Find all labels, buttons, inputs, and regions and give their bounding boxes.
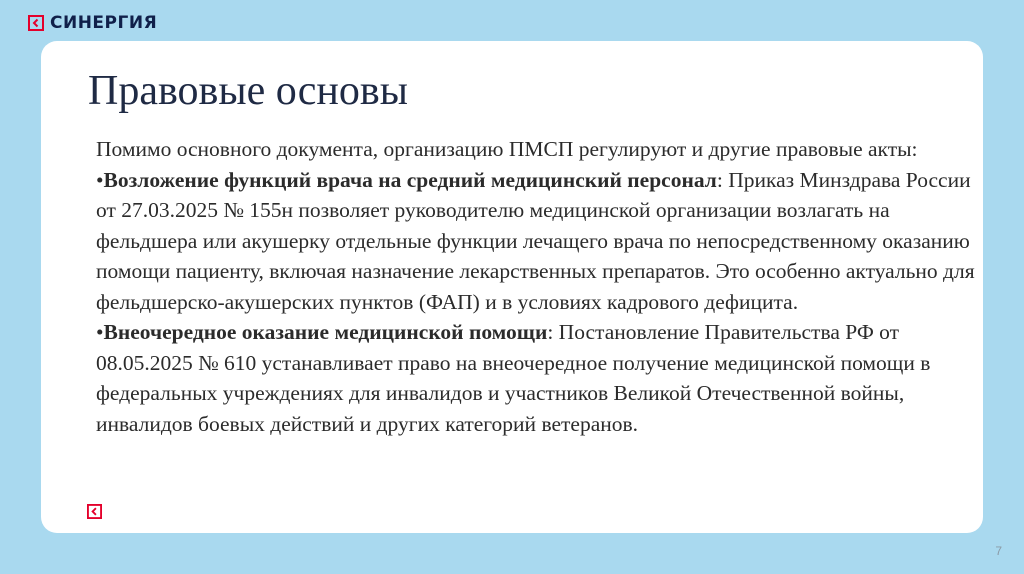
intro-paragraph: Помимо основного документа, организацию ПМСП регулируют и другие правовые акты: [96, 137, 918, 161]
synergy-logo-mark-icon [28, 15, 44, 31]
bullet-marker: • [96, 320, 104, 344]
slide-title: Правовые основы [88, 68, 408, 114]
page-number: 7 [995, 544, 1002, 558]
brand-name: СИНЕРГИЯ [50, 13, 158, 33]
synergy-small-mark-icon [87, 504, 102, 519]
bullet-item [96, 317, 976, 439]
bullet-heading: Внеочередное оказание медицинской помощи [103, 320, 548, 344]
brand-logo [28, 12, 157, 34]
bullet-item [96, 165, 976, 318]
bullet-heading: Возложение функций врача на средний медицинский персонал [103, 167, 717, 192]
slide-body [96, 134, 976, 439]
bullet-text: : Постановление Правительства РФ от 08.05.2025 № 610 устанавливает право на внеочередное получение медицинской помощи в федеральных учреждениях для инвалидов и участников Великой Отечественной войны, инвалидов боевых действий и других категорий ветеранов. [96, 320, 931, 436]
bullet-marker: • [96, 167, 104, 192]
bullet-text: : Приказ Минздрава России от 27.03.2025 № 155н позволяет руководителю медицинской организации возлагать на фельдшера или акушерку отдельные функции лечащего врача по непосредственному оказанию помощи пациенту, включая назначение лекарственных препаратов. Это особенно актуально для фельдшерско-акушерских пунктов (ФАП) и в условиях кадрового дефицита. [96, 167, 975, 314]
